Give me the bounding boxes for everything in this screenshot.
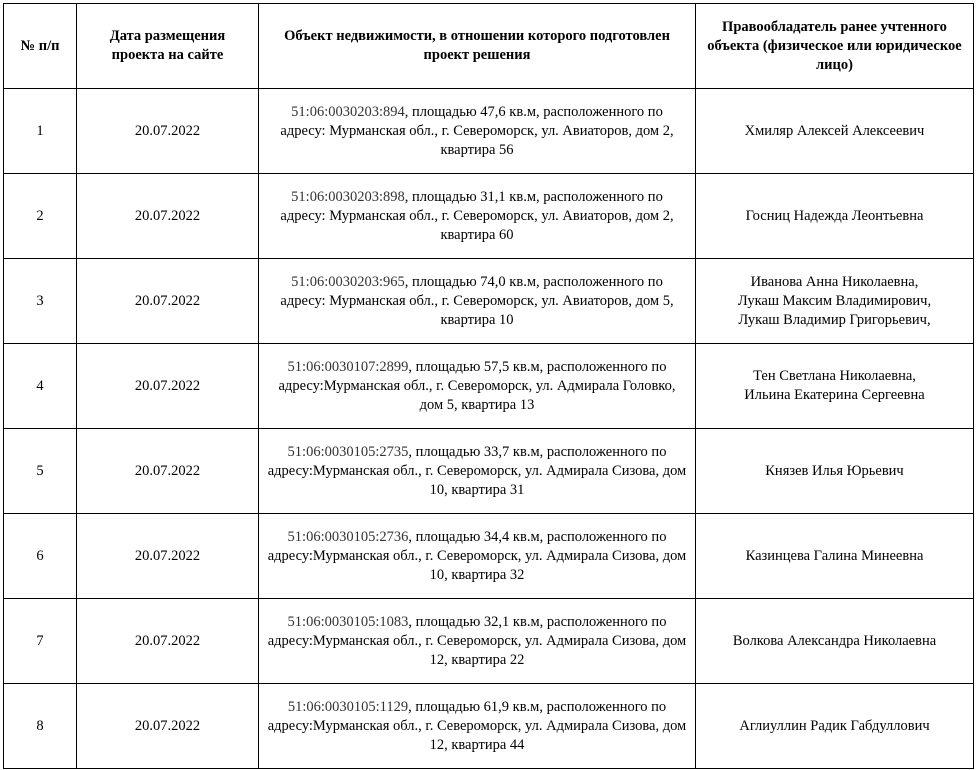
owner-name: Казинцева Галина Минеевна: [745, 547, 924, 564]
row-owner: [696, 514, 974, 599]
object-description: , площадью 31,1 кв.м, расположенного по адресу: Мурманская обл., г. Североморск, ул. Авиаторов, дом 2, квартира 60: [280, 188, 674, 243]
row-date: 20.07.2022: [77, 599, 259, 684]
row-object: [259, 514, 696, 599]
owner-name: Лукаш Максим Владимирович,: [737, 292, 932, 309]
row-object: [259, 684, 696, 769]
owner-name: Аглиуллин Радик Габдуллович: [739, 717, 930, 734]
row-owner: [696, 344, 974, 429]
row-owner: [696, 89, 974, 174]
row-number: 2: [4, 174, 77, 259]
row-date: 20.07.2022: [77, 344, 259, 429]
row-object: [259, 599, 696, 684]
cadastral-number: 51:06:0030203:894: [291, 103, 405, 120]
row-date: 20.07.2022: [77, 259, 259, 344]
object-description: , площадью 34,4 кв.м, расположенного по адресу:Мурманская обл., г. Североморск, ул. Адмирала Сизова, дом 10, квартира 32: [267, 528, 687, 583]
header-row: [4, 4, 974, 89]
table-body: [4, 89, 974, 769]
owner-name: Лукаш Владимир Григорьевич,: [738, 311, 931, 328]
row-date: 20.07.2022: [77, 429, 259, 514]
object-description: , площадью 32,1 кв.м, расположенного по адресу:Мурманская обл., г. Североморск, ул. Адмирала Сизова, дом 12, квартира 22: [267, 613, 687, 668]
row-owner: [696, 429, 974, 514]
row-owner: [696, 174, 974, 259]
header-num: № п/п: [4, 4, 77, 89]
cadastral-number: 51:06:0030105:2735: [287, 443, 409, 460]
row-number: 4: [4, 344, 77, 429]
row-owner: [696, 684, 974, 769]
row-date: 20.07.2022: [77, 514, 259, 599]
cadastral-number: 51:06:0030203:898: [291, 188, 405, 205]
object-description: , площадью 74,0 кв.м, расположенного по адресу: Мурманская обл., г. Североморск, ул. Авиаторов, дом 5, квартира 10: [280, 273, 674, 328]
owner-name: Хмиляр Алексей Алексеевич: [744, 122, 925, 139]
object-description: , площадью 57,5 кв.м, расположенного по адресу:Мурманская обл., г. Североморск, ул. Адмирала Головко, дом 5, квартира 13: [278, 358, 676, 413]
cadastral-number: 51:06:0030107:2899: [287, 358, 409, 375]
owner-name: Князев Илья Юрьевич: [765, 462, 904, 479]
row-object: [259, 259, 696, 344]
row-number: 1: [4, 89, 77, 174]
object-description: , площадью 47,6 кв.м, расположенного по адресу: Мурманская обл., г. Североморск, ул. Авиаторов, дом 2, квартира 56: [280, 103, 674, 158]
table-row: [4, 344, 974, 429]
row-object: [259, 174, 696, 259]
object-description: , площадью 33,7 кв.м, расположенного по адресу:Мурманская обл., г. Североморск, ул. Адмирала Сизова, дом 10, квартира 31: [267, 443, 687, 498]
row-date: 20.07.2022: [77, 684, 259, 769]
row-object: [259, 344, 696, 429]
row-owner: [696, 259, 974, 344]
table-row: [4, 599, 974, 684]
cadastral-number: 51:06:0030105:2736: [287, 528, 409, 545]
row-date: 20.07.2022: [77, 174, 259, 259]
cadastral-number: 51:06:0030203:965: [291, 273, 405, 290]
header-owner: Правообладатель ранее учтенного объекта (физическое или юридическое лицо): [696, 4, 974, 89]
row-number: 7: [4, 599, 77, 684]
row-number: 3: [4, 259, 77, 344]
table-row: [4, 259, 974, 344]
row-number: 8: [4, 684, 77, 769]
header-date: Дата размещения проекта на сайте: [77, 4, 259, 89]
owner-name: Иванова Анна Николаевна,: [750, 273, 919, 290]
row-number: 6: [4, 514, 77, 599]
table-row: [4, 429, 974, 514]
table-row: [4, 89, 974, 174]
owner-name: Ильина Екатерина Сергеевна: [744, 387, 925, 403]
row-object: [259, 429, 696, 514]
row-date: 20.07.2022: [77, 89, 259, 174]
header-object: Объект недвижимости, в отношении которого подготовлен проект решения: [259, 4, 696, 89]
row-owner: [696, 599, 974, 684]
row-number: 5: [4, 429, 77, 514]
cadastral-number: 51:06:0030105:1083: [287, 613, 409, 630]
owner-name: Тен Светлана Николаевна,: [753, 368, 916, 384]
table-row: [4, 174, 974, 259]
owner-name: Волкова Александра Николаевна: [732, 632, 937, 649]
object-description: , площадью 61,9 кв.м, расположенного по адресу:Мурманская обл., г. Североморск, ул. Адмирала Сизова, дом 12, квартира 44: [267, 698, 687, 753]
cadastral-number: 51:06:0030105:1129: [287, 698, 409, 715]
table-row: [4, 514, 974, 599]
owner-name: Госниц Надежда Леонтьевна: [745, 207, 924, 224]
table-row: [4, 684, 974, 769]
registry-table: [3, 3, 974, 769]
row-object: [259, 89, 696, 174]
